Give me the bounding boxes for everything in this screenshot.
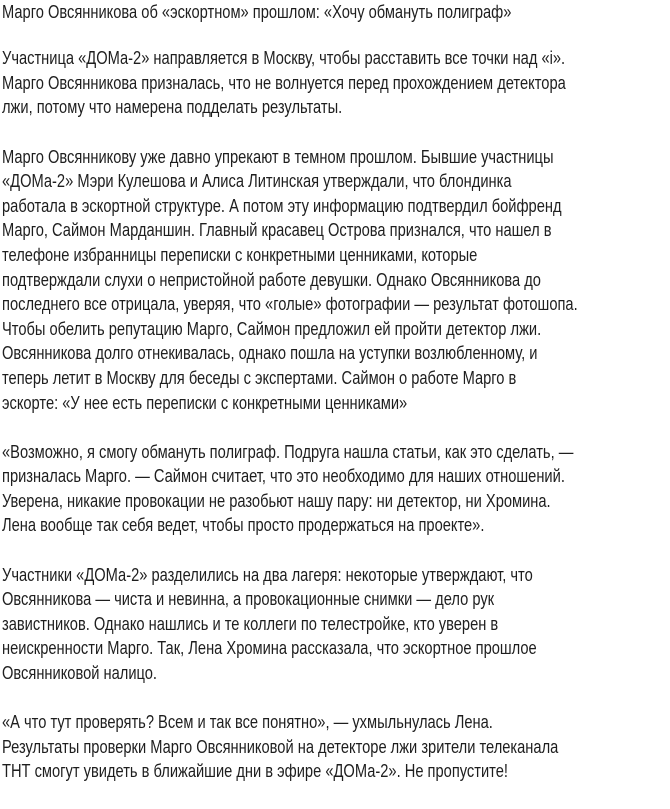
article [2,0,670,809]
paragraph-line: последнего все отрицала, уверяя, что «голые» фотографии — результат фотошопа. [2,294,578,315]
paragraph [2,145,670,416]
paragraph-line: Овсянникова долго отнекивалась, однако пошла на уступки возлюбленному, и [2,343,538,364]
paragraph-line: подтверждали слухи о непристойной работе девушки. Однако Овсянникова до [2,269,541,290]
paragraph-line: неискренности Марго. Так, Лена Хромина рассказала, что эскортное прошлое [2,638,537,659]
paragraph-line: Участники «ДОМа-2» разделились на два лагеря: некоторые утверждают, что [2,564,533,585]
paragraph-line: Овсянниковой налицо. [2,663,158,684]
paragraph-line: работала в эскортной структуре. А потом эту информацию подтвердил бойфренд [2,195,562,216]
article-title: Марго Овсянникова об «эскортном» прошлом: «Хочу обмануть полиграф» [2,2,512,22]
paragraph-line: завистников. Однако нашлись и те коллеги по телестройке, кто уверен в [2,613,499,634]
paragraph-line: теперь летит в Москву для беседы с экспертами. Саймон о работе Марго в [2,367,517,388]
paragraph [2,563,670,686]
paragraph-line: эскорте: «У нее есть переписки с конкретными ценниками» [2,392,408,413]
paragraph-line: призналась Марго. — Саймон считает, что это необходимо для наших отношений. [2,466,565,487]
paragraph-line: Марго Овсянникову уже давно упрекают в темном прошлом. Бывшие участницы [2,146,554,167]
paragraph-line: Уверена, никакие провокации не разобьют нашу пару: ни детектор, ни Хромина. [2,490,551,511]
paragraph-line: «Возможно, я смогу обмануть полиграф. Подруга нашла статьи, как это сделать, — [2,441,574,462]
paragraph [2,440,670,538]
paragraph-line: лжи, потому что намерена подделать результаты. [2,97,343,118]
paragraph-line: Марго Овсянникова призналась, что не волнуется перед прохождением детектора [2,72,566,93]
paragraph-line: телефоне избранницы переписки с конкретными ценниками, которые [2,244,478,265]
paragraph [2,46,670,120]
paragraph-line: Лена вообще так себя ведет, чтобы просто продержаться на проекте». [2,515,485,536]
paragraph [2,710,670,784]
paragraph-line: «ДОМа-2» Мэри Кулешова и Алиса Литинская утверждали, что блондинка [2,171,512,192]
paragraph-line: Участница «ДОМа-2» направляется в Москву, чтобы расставить все точки над «i». [2,48,566,69]
paragraph-line: Овсянникова — чиста и невинна, а провокационные снимки — дело рук [2,589,495,610]
paragraph-line: Марго, Саймон Марданшин. Главный красавец Острова признался, что нашел в [2,220,552,241]
paragraph-line: «А что тут проверять? Всем и так все понятно», — ухмыльнулась Лена. [2,712,493,733]
paragraph-line: Чтобы обелить репутацию Марго, Саймон предложил ей пройти детектор лжи. [2,318,542,339]
paragraph-line: ТНТ смогут увидеть в ближайшие дни в эфире «ДОМа-2». Не пропустите! [2,761,508,782]
paragraph-line: Результаты проверки Марго Овсянниковой на детекторе лжи зрители телеканала [2,736,559,757]
article-body [2,46,670,784]
